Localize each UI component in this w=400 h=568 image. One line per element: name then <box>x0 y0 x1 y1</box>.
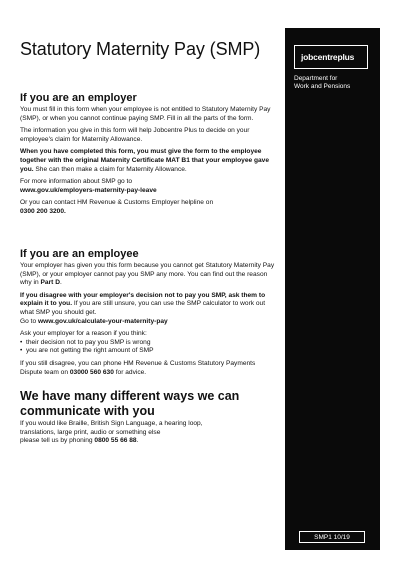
list-item: • you are not getting the right amount of SMP <box>20 347 278 356</box>
sidebar <box>285 28 380 550</box>
employer-paragraph-3-rest: She can then make a claim for Maternity Allowance. <box>33 165 187 173</box>
employee-paragraph-4-text: If you still disagree, you can phone HM Revenue & Customs Statutory Payments Dispute team on <box>20 359 256 376</box>
main-content <box>20 38 278 60</box>
employer-paragraph-4 <box>20 178 278 195</box>
employee-paragraph-2-rest: If you are still unsure, you can use the SMP calculator to work out what SMP you should get. <box>20 300 266 316</box>
employer-heading: If you are an employer <box>20 92 137 104</box>
communicate-heading <box>20 389 278 419</box>
employee-paragraph-2-bold: If you disagree with your employer's decision not to pay you SMP, ask them to explain it to you. <box>20 291 266 308</box>
employee-heading: If you are an employee <box>20 248 139 260</box>
communicate-paragraph <box>20 420 278 446</box>
employer-paragraph-1: You must fill in this form when your employee is not entitled to Statutory Maternity Pay (SMP), or when you cannot continue paying SMP. Fill in all the parts of the form. <box>20 106 271 122</box>
communicate-heading-line-1: We have many different ways we can <box>20 389 240 403</box>
employer-paragraph-5 <box>20 199 278 216</box>
communicate-line-1: If you would like Braille, British Sign Language, a hearing loop, <box>20 420 203 427</box>
employee-section <box>20 248 278 377</box>
employer-paragraph-4-text: For more information about SMP go to <box>20 178 133 186</box>
communicate-section <box>20 389 278 446</box>
communicate-line-2: translations, large print, audio or something else <box>20 428 161 436</box>
form-code: SMP1 10/19 <box>299 531 365 543</box>
employee-paragraph-1-end: . <box>59 279 62 287</box>
communicate-phone-number: 0800 55 66 88 <box>94 437 137 445</box>
employer-section <box>20 92 278 217</box>
department-line-1: Department for <box>294 75 338 82</box>
employee-goto-text: Go to <box>20 317 38 325</box>
employer-smp-link[interactable]: www.gov.uk/employers-maternity-pay-leave <box>20 186 157 194</box>
employer-paragraph-5-text: Or you can contact HM Revenue & Customs Employer helpline on <box>20 199 214 207</box>
communicate-line-3-end: . <box>136 437 139 445</box>
employee-paragraph-1-text: Your employer has given you this form because you cannot get Statutory Maternity Pay (SMP), or your employer cannot pay you SMP any more. You can find out the reason why in <box>20 262 275 287</box>
communicate-line-3: please tell us by phoning <box>20 437 95 445</box>
employee-reason-list <box>20 339 278 356</box>
employee-calculator-link[interactable]: www.gov.uk/calculate-your-maternity-pay <box>37 317 168 325</box>
employee-part-d: Part D <box>40 279 60 287</box>
page-title: Statutory Maternity Pay (SMP) <box>20 39 261 59</box>
employer-paragraph-2: The information you give in this form will help Jobcentre Plus to decide on your employee's claim for Maternity Allowance. <box>20 127 250 143</box>
employer-helpline-number: 0300 200 3200. <box>20 207 66 215</box>
department-name <box>294 75 374 91</box>
employee-paragraph-4 <box>20 360 278 377</box>
employee-dispute-number: 03000 560 630 <box>69 368 114 376</box>
employer-paragraph-3-bold: When you have completed this form, you must give the form to the employee together with the original Maternity Certificate MAT B1 that your employee gave you. <box>20 148 270 173</box>
department-line-2: Work and Pensions <box>294 83 351 90</box>
employer-paragraph-3 <box>20 148 278 174</box>
list-item: • their decision not to pay you SMP is wrong <box>20 339 278 348</box>
employee-paragraph-4-end: for advice. <box>113 368 147 376</box>
jobcentreplus-logo: jobcentreplus <box>294 45 368 69</box>
employee-paragraph-1 <box>20 262 278 288</box>
employee-paragraph-2 <box>20 292 278 326</box>
communicate-heading-line-2: communicate with you <box>20 404 155 418</box>
employee-paragraph-3: Ask your employer for a reason if you think: <box>20 330 147 338</box>
